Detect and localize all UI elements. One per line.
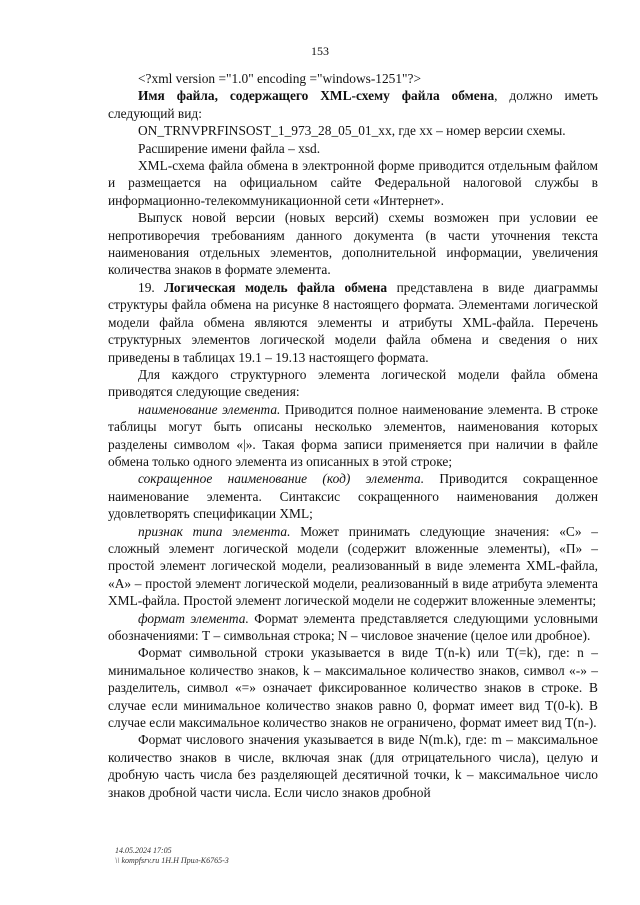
paragraph-text: представлена в виде диаграммы структуры файла обмена на рисунке 8 настоящего формата. Элементами логической модели файла обмена являются элементы и атрибуты XML-файла. Перечень структурных элементов логической модели файла обмена и сведения о них приведены в таблицах 19.1 – 19.13 настоящего формата.: [108, 279, 598, 365]
italic-term: формат элемента.: [138, 610, 249, 626]
italic-term: признак типа элемента.: [138, 523, 291, 539]
section-number: 19.: [138, 279, 165, 295]
paragraph-element-format: [108, 610, 598, 645]
italic-term: сокращенное наименование (код) элемента.: [138, 471, 425, 487]
footer-timestamp: 14.05.2024 17:05: [115, 846, 172, 855]
bold-term: Имя файла, содержащего XML-схему файла обмена: [138, 88, 495, 104]
paragraph-number-format: Формат числового значения указывается в виде N(m.k), где: m – максимальное количество знаков в числе, включая знак (для отрицательного числа), целую и дробную часть числа без разделяющей десятичной точки, k – максимальное число знаков дробной части числа. Если число знаков дробной: [108, 732, 598, 800]
schema-filename-pattern: ON_TRNVPRFINSOST_1_973_28_05_01_xx, где хх – номер версии схемы.: [138, 123, 566, 139]
paragraph-text: Формат элемента представляется следующими условными обозначениями: Т – символьная строка; N – числовое значение (целое или дробное).: [108, 610, 598, 643]
paragraph-schema-versions: Выпуск новой версии (новых версий) схемы возможен при условии ее непротиворечия требованиям данного документа (в части уточнения текста наименования отдельных элементов, дополнительной информации, увеличения количества знаков в формате элемента.: [108, 210, 598, 278]
paragraph-element-type: [108, 523, 598, 610]
paragraph-element-code: [108, 470, 598, 522]
paragraph-element-name: [108, 401, 598, 471]
paragraph-text: , должно иметь следующий вид:: [108, 88, 598, 121]
bold-term: Логическая модель файла обмена: [164, 279, 388, 295]
paragraph-element-info-intro: Для каждого структурного элемента логической модели файла обмена приводятся следующие сведения:: [108, 366, 598, 400]
file-extension-line: Расширение имени файла – xsd.: [138, 140, 321, 156]
paragraph-schema-publication: XML-схема файла обмена в электронной форме приводится отдельным файлом и размещается на официальном сайте Федеральной налоговой службы в информационно-телекоммуникационной сети «Интернет».: [108, 158, 598, 208]
italic-term: наименование элемента.: [138, 401, 281, 417]
page-number: 153: [311, 44, 329, 58]
xml-declaration: <?xml version ="1.0" encoding ="windows-1251"?>: [138, 71, 422, 86]
paragraph-text: Приводится полное наименование элемента. В строке таблицы могут быть описаны несколько элементов, наименования которых разделены символом «|». Такая форма записи применяется при наличии в файле обмена только одного элемента из описанных в этой строке;: [108, 401, 598, 469]
footer-path: \\ kompfsrv.ru 1Н.Н Прил-К6765-3: [115, 856, 229, 865]
document-body: [108, 70, 598, 801]
paragraph-text: Приводится сокращенное наименование элемента. Синтаксис сокращенного наименования должен удовлетворять спецификации XML;: [108, 471, 598, 522]
paragraph-text: Может принимать следующие значения: «С» – сложный элемент логической модели (содержит вложенные элементы), «П» – простой элемент логической модели, реализованный в виде элемента XML-файла, «А» – простой элемент логической модели, реализованный в виде атрибута элемента XML-файла. Простой элемент логической модели не содержит вложенные элементы;: [108, 523, 598, 609]
paragraph-string-format: Формат символьной строки указывается в виде Т(n-k) или Т(=k), где: n – минимальное количество знаков, k – максимальное количество знаков, символ «-» – разделитель, символ «=» означает фиксированное количество знаков в строке. В случае если минимальное количество знаков равно 0, формат имеет вид Т(0-k). В случае если максимальное количество знаков не ограничено, формат имеет вид Т(n-).: [108, 645, 598, 731]
paragraph-logical-model: [108, 279, 598, 366]
paragraph-schema-filename: [108, 87, 598, 122]
footer-stamp: [115, 846, 229, 866]
